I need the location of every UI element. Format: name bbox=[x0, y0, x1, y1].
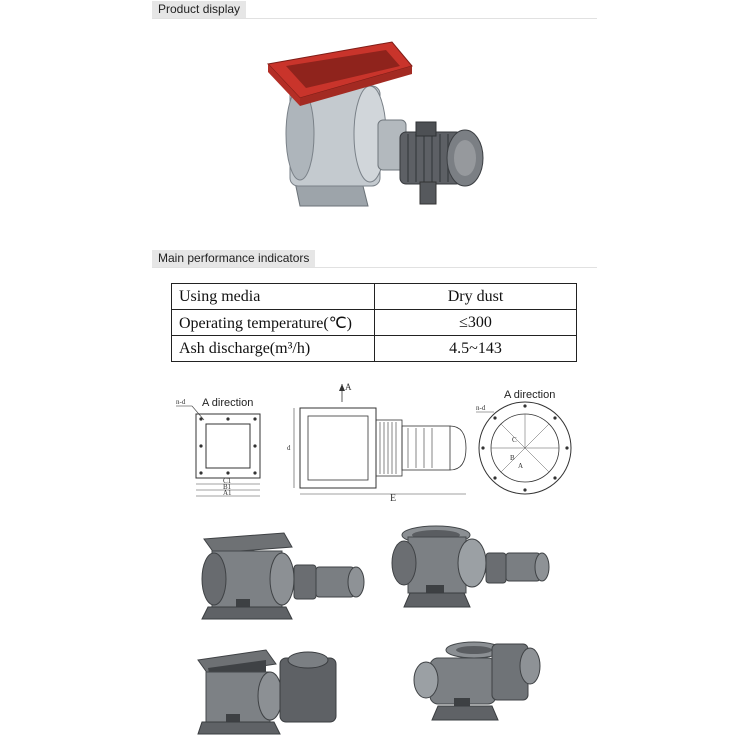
performance-table bbox=[171, 283, 577, 362]
table-cell-value: ≤300 bbox=[375, 310, 577, 336]
section-divider bbox=[152, 18, 597, 19]
product-photo-main bbox=[260, 36, 490, 226]
table-cell-label: Using media bbox=[172, 284, 375, 310]
b1-label: B1 bbox=[223, 483, 232, 491]
product-photo-grid-1 bbox=[196, 527, 366, 622]
technical-drawing bbox=[170, 380, 590, 505]
arrow-label: A bbox=[345, 382, 352, 392]
table-cell-label: Operating temperature(℃) bbox=[172, 310, 375, 336]
section-divider bbox=[152, 267, 597, 268]
table-cell-value: 4.5~143 bbox=[375, 336, 577, 362]
nd-label-left: n-d bbox=[176, 398, 186, 406]
c-label: C bbox=[512, 436, 517, 444]
a-direction-label-right: A direction bbox=[504, 389, 556, 401]
table-cell-value: Dry dust bbox=[375, 284, 577, 310]
product-photo-grid-3 bbox=[196, 638, 344, 736]
table-cell-label: Ash discharge(m³/h) bbox=[172, 336, 375, 362]
table-row bbox=[172, 310, 577, 336]
product-photo-grid-4 bbox=[408, 636, 542, 728]
a-label: A bbox=[518, 462, 524, 470]
a1-label: A1 bbox=[223, 489, 232, 497]
a-direction-label-left: A direction bbox=[202, 397, 254, 409]
table-row bbox=[172, 336, 577, 362]
section-title-main-performance: Main performance indicators bbox=[152, 250, 318, 267]
c1-label: C1 bbox=[223, 477, 232, 485]
product-photo-grid-2 bbox=[388, 523, 550, 609]
e-label: E bbox=[390, 493, 397, 504]
nd-label-right: n-d bbox=[476, 404, 486, 412]
b-label: B bbox=[510, 454, 515, 462]
section-title-product-display: Product display bbox=[152, 1, 249, 18]
table-row bbox=[172, 284, 577, 310]
d-label: d bbox=[287, 444, 291, 452]
